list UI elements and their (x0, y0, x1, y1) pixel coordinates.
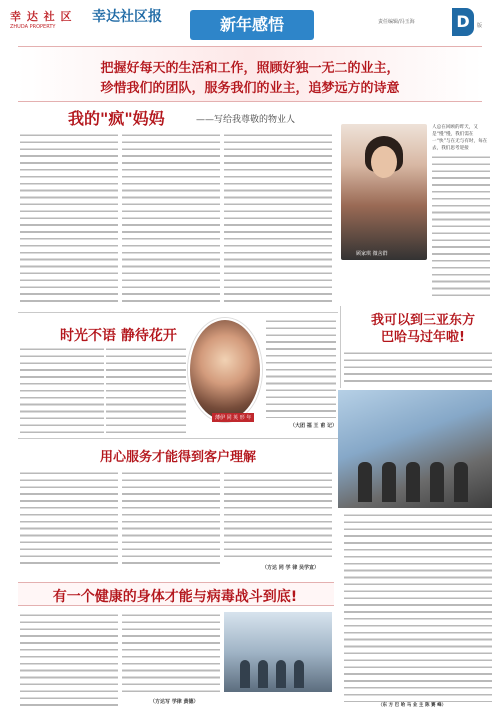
group-photo (338, 390, 492, 508)
headline-band (18, 46, 482, 102)
time-credit: （大团 福 王 甫 记） (290, 423, 337, 429)
article-title-time: 时光不语 静待花开 (60, 328, 177, 344)
article-body-col1 (20, 132, 118, 302)
column-divider (340, 306, 341, 388)
person (258, 660, 268, 688)
headline-line1: 把握好每天的生活和工作，照顾好独一无二的业主， (100, 61, 400, 76)
person (240, 660, 250, 688)
sanya-body-bottom (344, 512, 492, 702)
article-body-col3 (224, 132, 332, 302)
health-credit: （方达写 学律 黄德） (150, 699, 199, 705)
side-note (432, 124, 490, 300)
service-credit: （方达 同 学 律 吴学宣） (262, 565, 319, 571)
article-title-service: 用心服务才能得到客户理解 (100, 450, 257, 465)
sanya-title-line1: 我可以到三亚东方 (370, 313, 475, 328)
person (294, 660, 304, 688)
page-header (0, 0, 500, 46)
sanya-credit: （东 方 巴 哈 马 业 主 陈 赛 峰） (378, 703, 447, 708)
article-title-health: 有一个健康的身体才能与病毒战斗到底! (52, 589, 298, 605)
headline-line2: 珍惜我们的团队，服务我们的业主，追梦远方的诗意 (100, 81, 400, 96)
portrait-photo (341, 124, 427, 260)
health-body-col1 (20, 612, 118, 706)
person (454, 462, 468, 502)
editor-credit: 责任编辑/冯玉海 (378, 19, 415, 25)
service-body-col3 (224, 470, 332, 560)
sanya-title-line2: 巴哈马过年啦! (381, 330, 465, 345)
logo-subtext: ZHUDA PROPERTY (10, 24, 56, 30)
article-subtitle-crazy-mom: ——写给我尊敬的物业人 (196, 115, 296, 125)
oval-photo (188, 318, 262, 422)
article-title-crazy-mom: 我的"疯"妈妈 (68, 109, 165, 128)
article-body-col2 (122, 132, 220, 302)
person (406, 462, 420, 502)
service-body-col1 (20, 470, 118, 568)
article-title-sanya (360, 312, 486, 346)
person (430, 462, 444, 502)
oval-photo-tag: 薄伊 同 英 形 年 (212, 413, 254, 422)
person (358, 462, 372, 502)
side-note-text: 人总在回顾的昨天，又是“慢”慢，我们需在一“快”与在无与有时，每在去，我们思考迎接 (432, 125, 488, 151)
side-note-body (432, 154, 490, 300)
portrait-face (371, 146, 397, 178)
section-divider (18, 438, 338, 439)
section-banner: 新年感悟 (190, 10, 314, 40)
service-body-col2 (122, 470, 220, 568)
portrait-caption: 顾家琪 微舍群 (356, 251, 388, 257)
time-body-col1 (20, 346, 104, 438)
person (382, 462, 396, 502)
page-letter: D (452, 8, 474, 36)
time-body-col2 (106, 346, 186, 438)
time-body-col3 (266, 318, 336, 418)
section-divider (18, 312, 338, 313)
logo (10, 8, 96, 38)
person (276, 660, 286, 688)
column-name: 幸达社区报 (92, 9, 162, 25)
health-photo (224, 612, 332, 692)
sanya-body-top (344, 350, 492, 386)
logo-text: 幸 达 社 区 (10, 10, 73, 23)
page-tag: 版 (477, 23, 483, 29)
health-body-col2 (122, 612, 220, 696)
